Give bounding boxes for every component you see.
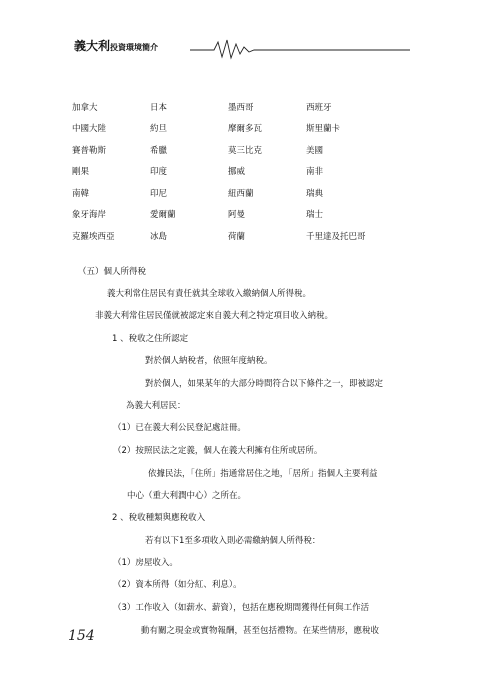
country-cell: 克羅埃西亞: [72, 231, 115, 242]
paragraph: 為義大利居民：: [126, 401, 186, 411]
subsection-heading: 2 、稅收種類與應稅收入: [112, 513, 206, 523]
header-title-sub: 投資環境簡介: [110, 43, 159, 52]
country-cell: 紐西蘭: [228, 188, 254, 199]
list-item: （3）工作收入（如薪水、薪資），包括在應稅期間獲得任何與工作活: [113, 603, 370, 613]
country-cell: 加拿大: [72, 102, 98, 113]
country-cell: 美國: [306, 145, 324, 156]
country-cell: 印尼: [150, 188, 168, 199]
country-cell: 莫三比克: [228, 145, 263, 156]
list-item: （1）房屋收入。: [113, 558, 178, 568]
list-item: （1）已在義大利公民登記處註冊。: [113, 423, 246, 433]
country-cell: 南非: [306, 167, 324, 178]
country-cell: 南韓: [72, 188, 90, 199]
paragraph: 義大利常住居民有責任就其全球收入繳納個人所得稅。: [107, 289, 312, 299]
country-cell: 印度: [150, 167, 168, 178]
table-row: [72, 204, 384, 226]
paragraph: 依據民法，「住所」指通常居住之地，「居所」指個人主要利益: [148, 469, 378, 479]
country-cell: 剛果: [72, 167, 90, 178]
table-row: [72, 225, 384, 247]
country-table: [72, 96, 384, 247]
country-cell: 西班牙: [306, 102, 332, 113]
country-cell: 約旦: [150, 124, 168, 135]
country-cell: 摩爾多瓦: [228, 124, 263, 135]
country-cell: 挪威: [228, 167, 246, 178]
list-item: （2）按照民法之定義，個人在義大利擁有住所或居所。: [113, 446, 323, 456]
paragraph: 若有以下1至多項收入則必需繳納個人所得稅：: [145, 536, 321, 546]
table-row: [72, 96, 384, 118]
table-row: [72, 118, 384, 140]
country-cell: 中國大陸: [72, 124, 107, 135]
table-row: [72, 161, 384, 183]
country-cell: 賽普勒斯: [72, 145, 107, 156]
paragraph: 中心（重大利潤中心）之所在。: [127, 491, 247, 501]
subsection-heading: 1 、稅收之住所認定: [112, 334, 189, 344]
table-row: [72, 182, 384, 204]
country-cell: 日本: [150, 102, 168, 113]
paragraph: 對於個人納稅者，依照年度納稅。: [145, 356, 273, 366]
country-cell: 墨西哥: [228, 102, 254, 113]
country-cell: 千里達及托巴哥: [306, 231, 366, 242]
country-cell: 象牙海岸: [72, 210, 107, 221]
country-cell: 瑞典: [306, 188, 324, 199]
header-heartbeat-line: [0, 0, 480, 70]
page-number: 154: [68, 628, 95, 644]
running-header: [0, 0, 480, 70]
country-cell: 希臘: [150, 145, 168, 156]
country-cell: 瑞士: [306, 210, 324, 221]
paragraph: 非義大利常住居民僅就被認定來自義大利之特定項目收入納稅。: [95, 311, 334, 321]
list-item: （2）資本所得（如分紅、利息）。: [113, 580, 242, 590]
paragraph: 對於個人，如果某年的大部分時間符合以下條件之一，即被認定: [145, 379, 384, 389]
header-title-main: 義大利: [74, 39, 111, 53]
country-cell: 荷蘭: [228, 231, 246, 242]
section-heading: （五）個人所得稅: [78, 267, 147, 277]
table-row: [72, 139, 384, 161]
country-cell: 斯里蘭卡: [306, 124, 341, 135]
paragraph: 動有關之現金或實物報酬，甚至包括禮物。在某些情形，應稅收: [141, 626, 380, 636]
country-cell: 愛爾蘭: [150, 210, 176, 221]
country-cell: 冰島: [150, 231, 168, 242]
country-cell: 阿曼: [228, 210, 246, 221]
